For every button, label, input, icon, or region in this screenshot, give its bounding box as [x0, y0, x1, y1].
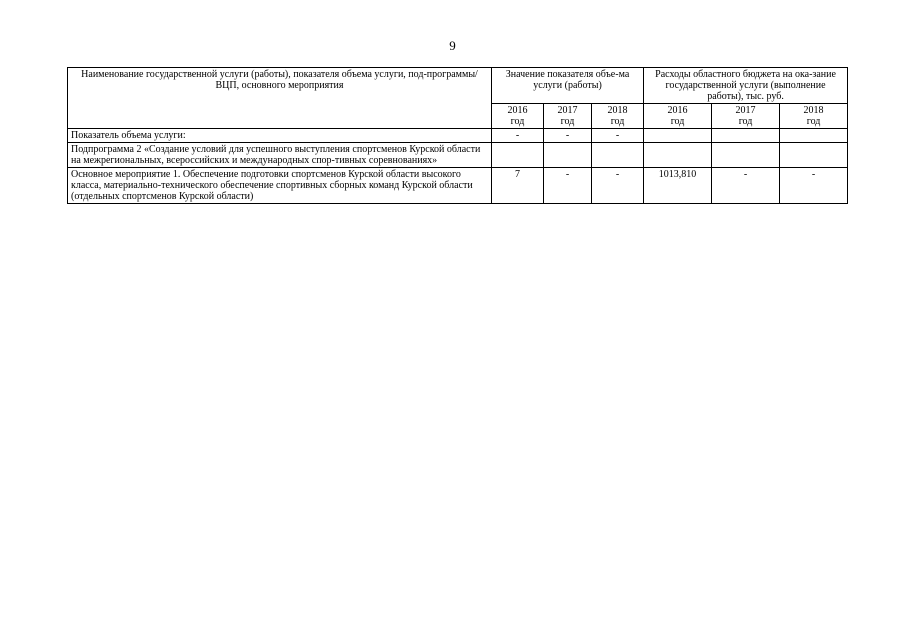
- year-label: 2017: [557, 105, 578, 116]
- page-number: 9: [449, 38, 456, 53]
- table-cell: [712, 143, 780, 168]
- table-cell: -: [544, 168, 592, 204]
- header-year-indicator-2016: [492, 104, 544, 129]
- year-unit: год: [560, 116, 575, 127]
- header-year-budget-2018: [780, 104, 848, 129]
- table-cell: 1013,810: [644, 168, 712, 204]
- table-row: [68, 168, 848, 204]
- header-year-budget-2017: [712, 104, 780, 129]
- header-name-column: Наименование государственной услуги (работы), показателя объема услуги, под-программы/ВЦП, основного мероприятия: [68, 68, 492, 129]
- table-cell: [492, 143, 544, 168]
- year-unit: год: [738, 116, 753, 127]
- row-name: Показатель объема услуги:: [68, 129, 492, 143]
- table-row: [68, 143, 848, 168]
- table-row: [68, 129, 848, 143]
- year-unit: год: [610, 116, 625, 127]
- table-cell: -: [544, 129, 592, 143]
- table-cell: [780, 143, 848, 168]
- header-budget-group: Расходы областного бюджета на ока-зание государственной услуги (выполнение работы), тыс. руб.: [644, 68, 848, 104]
- table-cell: -: [492, 129, 544, 143]
- table-cell: [712, 129, 780, 143]
- year-unit: год: [670, 116, 685, 127]
- year-label: 2016: [507, 105, 528, 116]
- table-cell: [780, 129, 848, 143]
- header-row-groups: [68, 68, 848, 104]
- table-cell: [644, 129, 712, 143]
- year-label: 2018: [607, 105, 628, 116]
- year-label: 2018: [803, 105, 824, 116]
- year-unit: год: [806, 116, 821, 127]
- table-cell: -: [712, 168, 780, 204]
- table-cell: -: [592, 168, 644, 204]
- year-unit: год: [510, 116, 525, 127]
- year-label: 2017: [735, 105, 756, 116]
- table-cell: [592, 143, 644, 168]
- table-cell: -: [592, 129, 644, 143]
- table-cell: 7: [492, 168, 544, 204]
- row-name: Подпрограмма 2 «Создание условий для успешного выступления спортсменов Курской области на межрегиональных, всероссийских и международных спор-тивных соревнованиях»: [68, 143, 492, 168]
- header-year-indicator-2018: [592, 104, 644, 129]
- table-cell: [644, 143, 712, 168]
- row-name: Основное мероприятие 1. Обеспечение подготовки спортсменов Курской области высокого класса, материально-технического обеспечение спортивных сборных команд Курской области (отдельных спортсменов Курской области): [68, 168, 492, 204]
- header-indicator-group: Значение показателя объе-ма услуги (работы): [492, 68, 644, 104]
- header-year-indicator-2017: [544, 104, 592, 129]
- header-year-budget-2016: [644, 104, 712, 129]
- table-cell: [544, 143, 592, 168]
- year-label: 2016: [667, 105, 688, 116]
- services-table: [67, 67, 848, 204]
- table-cell: -: [780, 168, 848, 204]
